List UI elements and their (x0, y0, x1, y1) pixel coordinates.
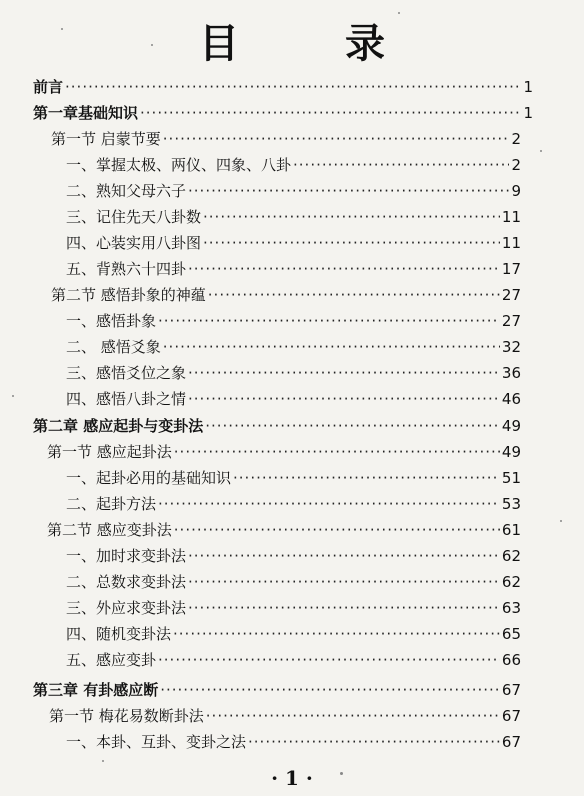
scan-speck (61, 28, 63, 30)
toc-entry-page: 66 (501, 651, 521, 669)
toc-entry-label: 一、加时求变卦法 (66, 547, 187, 565)
toc-entry-label: 三、记住先天八卦数 (66, 208, 202, 226)
dot-leader (174, 517, 500, 543)
scan-speck (12, 395, 14, 397)
toc-entry-page: 2 (511, 130, 521, 148)
toc-entry (66, 152, 521, 178)
toc-entry (33, 100, 533, 126)
toc-entry-page: 11 (501, 234, 521, 252)
toc-entry (33, 677, 521, 703)
toc-entry-page: 32 (501, 338, 521, 356)
toc-entry-label: 一、感悟卦象 (66, 312, 157, 330)
toc-entry (66, 543, 521, 569)
toc-entry-label: 第一节 感应起卦法 (47, 443, 172, 461)
toc-entry-label: 第二节 感悟卦象的神蕴 (51, 286, 206, 304)
toc-entry-page: 62 (501, 547, 521, 565)
toc-entry-page: 36 (501, 364, 521, 382)
dot-leader (174, 439, 500, 465)
toc-entry-label: 一、本卦、互卦、变卦之法 (66, 733, 247, 751)
toc-entry-label: 三、外应求变卦法 (66, 599, 187, 617)
dot-leader (140, 100, 521, 126)
page-title: 目 录 (199, 20, 431, 67)
toc-entry-label: 五、感应变卦 (66, 651, 157, 669)
toc-entry (47, 439, 521, 465)
toc-entry-label: 一、起卦必用的基础知识 (66, 469, 232, 487)
dot-leader (188, 543, 500, 569)
toc-entry (66, 204, 521, 230)
toc-entry-page: 49 (501, 443, 521, 461)
dot-leader (248, 729, 500, 755)
scan-speck (560, 520, 562, 522)
toc-entry-label: 第一章基础知识 (33, 104, 139, 122)
toc-entry (49, 703, 521, 729)
toc-entry-page: 17 (501, 260, 521, 278)
dot-leader (293, 152, 509, 178)
dot-leader (160, 677, 500, 703)
dot-leader (188, 569, 500, 595)
scan-speck (398, 12, 400, 14)
dot-leader (188, 595, 500, 621)
dot-leader (188, 386, 500, 412)
toc-entry (66, 569, 521, 595)
toc-entry-label: 二、总数求变卦法 (66, 573, 187, 591)
toc-entry-page: 53 (501, 495, 521, 513)
dot-leader (188, 256, 500, 282)
toc-entry-label: 三、感悟爻位之象 (66, 364, 187, 382)
toc-entry (51, 282, 521, 308)
toc-entry (47, 517, 521, 543)
toc-entry-page: 2 (511, 156, 521, 174)
toc-entry (66, 256, 521, 282)
toc-entry-label: 二、 感悟爻象 (66, 338, 161, 356)
toc-entry-page: 65 (501, 625, 521, 643)
page-number: · 1 · (271, 766, 313, 790)
scan-speck (540, 150, 542, 152)
toc-entry-page: 9 (511, 182, 521, 200)
scan-speck (102, 760, 104, 762)
toc-entry-label: 第三章 有卦感应断 (33, 681, 159, 699)
toc-entry-page: 67 (501, 733, 521, 751)
toc-entry-page: 67 (501, 681, 521, 699)
toc-entry-label: 五、背熟六十四卦 (66, 260, 187, 278)
toc-entry (66, 308, 521, 334)
dot-leader (203, 204, 500, 230)
dot-leader (163, 334, 500, 360)
toc-entry-page: 46 (501, 390, 521, 408)
scan-speck (340, 772, 343, 775)
toc-entry-page: 67 (501, 707, 521, 725)
toc-entry-label: 第二章 感应起卦与变卦法 (33, 417, 204, 435)
dot-leader (158, 491, 500, 517)
dot-leader (158, 308, 500, 334)
toc-entry (66, 334, 521, 360)
toc-entry-page: 11 (501, 208, 521, 226)
toc-entry-label: 第二节 感应变卦法 (47, 521, 172, 539)
toc-entry-page: 49 (501, 417, 521, 435)
toc-entry (66, 621, 521, 647)
toc-entry-page: 27 (501, 286, 521, 304)
toc-entry-page: 61 (501, 521, 521, 539)
toc-entry-label: 四、随机变卦法 (66, 625, 172, 643)
dot-leader (188, 360, 500, 386)
toc-entry-page: 51 (501, 469, 521, 487)
toc-entry (66, 491, 521, 517)
toc-entry-label: 第一节 梅花易数断卦法 (49, 707, 204, 725)
dot-leader (206, 703, 500, 729)
toc-entry (66, 386, 521, 412)
toc-entry (66, 595, 521, 621)
toc-entry-page: 1 (523, 104, 533, 122)
toc-entry (66, 647, 521, 673)
dot-leader (205, 413, 500, 439)
scan-speck (151, 44, 153, 46)
dot-leader (208, 282, 500, 308)
toc-entry-label: 前言 (33, 78, 64, 96)
toc-entry-label: 二、起卦方法 (66, 495, 157, 513)
dot-leader (203, 230, 500, 256)
toc-entry-label: 二、熟知父母六子 (66, 182, 187, 200)
toc-entry-label: 第一节 启蒙节要 (51, 130, 161, 148)
toc-entry-label: 四、心装实用八卦图 (66, 234, 202, 252)
toc-entry (66, 465, 521, 491)
toc-entry-page: 62 (501, 573, 521, 591)
toc-entry (66, 178, 521, 204)
dot-leader (233, 465, 500, 491)
toc-entry-page: 63 (501, 599, 521, 617)
toc-entry-page: 1 (523, 78, 533, 96)
dot-leader (65, 74, 521, 100)
toc-entry (33, 413, 521, 439)
toc-entry-label: 一、掌握太极、两仪、四象、八卦 (66, 156, 292, 174)
toc-entry (33, 74, 533, 100)
toc-entry (66, 230, 521, 256)
toc-entry-label: 四、感悟八卦之情 (66, 390, 187, 408)
toc-entry-page: 27 (501, 312, 521, 330)
dot-leader (188, 178, 509, 204)
toc-entry (66, 729, 521, 755)
dot-leader (163, 126, 510, 152)
dot-leader (173, 621, 500, 647)
toc-entry (66, 360, 521, 386)
toc-entry (51, 126, 521, 152)
dot-leader (158, 647, 500, 673)
